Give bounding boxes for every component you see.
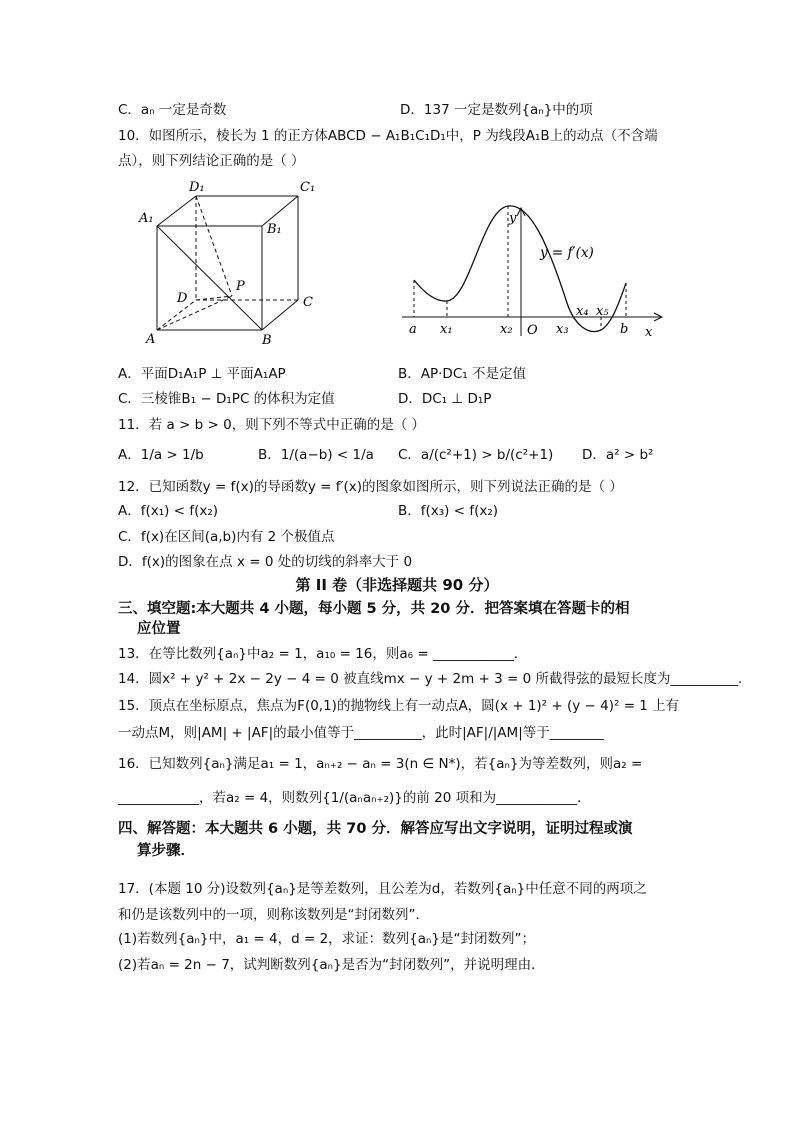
q15-line2: 一动点M，则|AM| + |AF|的最小值等于__________，此时|AF|/|AM|等于________ [118,725,604,741]
graph-y-label: y [509,211,517,226]
q12-stem: 12．已知函数y = f(x)的导函数y = f′(x)的图象如图所示，则下列说法正确的是（ ） [118,479,623,495]
q14: 14．圆x² + y² + 2x − 2y − 4 = 0 被直线mx − y + 2m + 3 = 0 所截得弦的最短长度为__________． [118,671,752,687]
section4-heading-line2: 算步骤． [137,843,195,859]
cube-label-a1: A₁ [139,211,154,226]
graph-point-b: b [620,322,629,337]
q10-stem-line1: 10．如图所示，棱长为 1 的正方体ABCD − A₁B₁C₁D₁中，P 为线段A₁B上的动点（不含端 [118,128,658,144]
cube-label-d: D [177,291,188,306]
graph-point-x3: x₃ [556,322,569,337]
q10-option-c: C．三棱锥B₁ − D₁PC 的体积为定值 [118,391,335,407]
derivative-graph [395,200,675,345]
q17-line2: 和仍是该数列中的一项，则称该数列是“封闭数列”． [118,907,429,923]
q12-option-a: A．f(x₁) < f(x₂) [118,503,219,519]
cube-label-b: B [262,333,272,347]
graph-func-label: y = f′(x) [540,245,594,261]
cube-label-p: P [236,279,245,294]
cube-label-b1: B₁ [267,222,282,237]
q11-option-b: B．1/(a−b) < 1/a [258,447,374,463]
q13: 13．在等比数列{aₙ}中a₂ = 1，a₁₀ = 16，则a₆ = ____________． [118,646,528,662]
graph-point-x5: x₅ [596,304,609,319]
q15-line1: 15．顶点在坐标原点，焦点为F(0,1)的抛物线上有一动点A，圆(x + 1)² + (y − 4)² = 1 上有 [118,698,680,714]
q10-option-a: A．平面D₁A₁P ⊥ 平面A₁AP [118,366,286,382]
cube-figure [135,172,335,347]
q11-option-d: D．a² > b² [582,447,654,463]
graph-origin: O [527,323,538,338]
q12-option-c: C．f(x)在区间(a,b)内有 2 个极值点 [118,529,335,545]
part2-title: 第 II 卷（非选择题共 90 分） [295,576,499,594]
q16-line1: 16．已知数列{aₙ}满足a₁ = 1，aₙ₊₂ − aₙ = 3(n ∈ N*)，若{aₙ}为等差数列，则a₂ = [118,756,643,772]
cube-label-a: A [146,332,156,347]
graph-x-label: x [645,325,653,340]
cube-label-c: C [303,295,313,310]
q17-part2: (2)若aₙ = 2n − 7，试判断数列{aₙ}是否为“封闭数列”，并说明理由． [118,957,545,973]
q17-part1: (1)若数列{aₙ}中，a₁ = 4，d = 2，求证：数列{aₙ}是“封闭数列”； [118,931,535,947]
q11-stem: 11．若 a > b > 0，则下列不等式中正确的是（ ） [118,417,425,433]
q12-option-b: B．f(x₃) < f(x₂) [398,503,499,519]
section3-heading-line2: 应位置 [137,621,181,637]
q9-option-c: C．aₙ 一定是奇数 [118,102,227,118]
q16-line2: ____________，若a₂ = 4，则数列{1/(aₙaₙ₊₂)}的前 20 项和为____________． [118,790,591,806]
q11-option-c: C．a/(c²+1) > b/(c²+1) [398,447,554,463]
section3-heading-line1: 三、填空题:本大题共 4 小题，每小题 5 分，共 20 分．把答案填在答题卡的相 [118,601,630,617]
graph-point-x4: x₄ [576,304,589,319]
q11-option-a: A．1/a > 1/b [118,447,204,463]
graph-point-x1: x₁ [440,322,453,337]
q10-option-b: B．AP·DC₁ 不是定值 [398,366,526,382]
graph-point-a: a [409,322,417,337]
q17-line1: 17．(本题 10 分)设数列{aₙ}是等差数列，且公差为d，若数列{aₙ}中任意不同的两项之 [118,881,647,897]
graph-point-x2: x₂ [500,322,513,337]
section4-heading-line1: 四、解答题：本大题共 6 小题，共 70 分．解答应写出文字说明，证明过程或演 [118,821,633,837]
cube-label-d1: D₁ [189,180,205,195]
q12-option-d: D．f(x)的图象在点 x = 0 处的切线的斜率大于 0 [118,554,413,570]
q10-stem-line2: 点），则下列结论正确的是（ ） [118,153,305,169]
q9-option-d: D．137 一定是数列{aₙ}中的项 [400,102,593,118]
cube-label-c1: C₁ [300,180,316,195]
q10-option-d: D．DC₁ ⊥ D₁P [398,391,492,407]
